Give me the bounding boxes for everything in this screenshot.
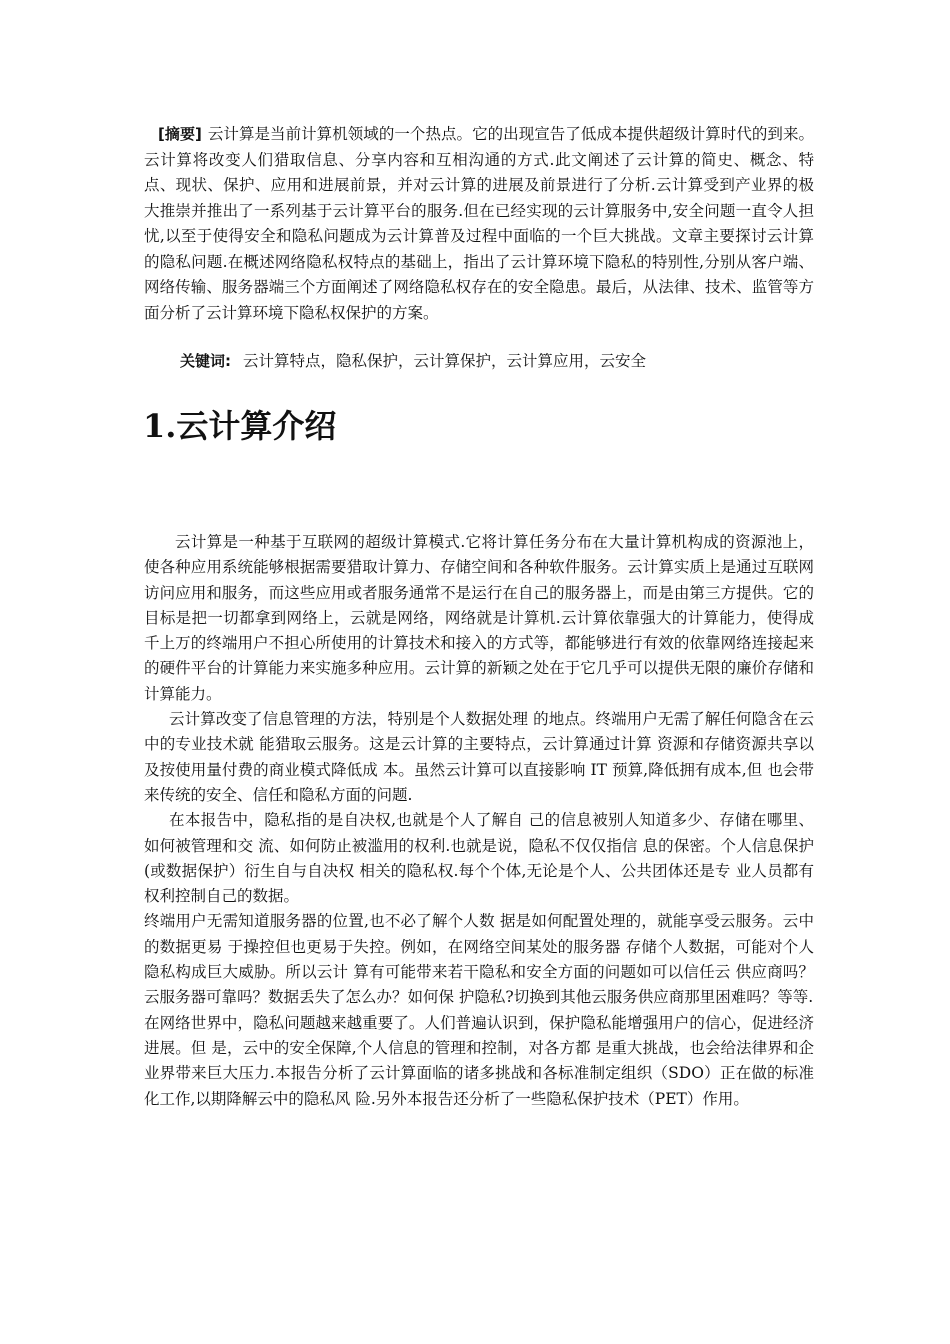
keywords-text: 云计算特点，隐私保护，云计算保护，云计算应用，云安全: [243, 352, 647, 370]
abstract-text: 云计算是当前计算机领域的一个热点。它的出现宣告了低成本提供超级计算时代的到来。云计算将改变人们猎取信息、分享内容和互相沟通的方式.此文阐述了云计算的简史、概念、特点、现状、保护、应用和进展前景，并对云计算的进展及前景进行了分析.云计算受到产业界的极大推崇并推出了一系列基于云计算平台的服务.但在已经实现的云计算服务中,安全问题一直令人担忧,以至于使得安全和隐私问题成为云计算普及过程中面临的一个巨大挑战。文章主要探讨云计算的隐私问题.在概述网络隐私权特点的基础上，指出了云计算环境下隐私的特别性,分别从客户端、网络传输、服务器端三个方面阐述了网络隐私权存在的安全隐患。最后，从法律、技术、监管等方面分析了云计算环境下隐私权保护的方案。: [144, 125, 814, 322]
body-paragraph: 在网络世界中，隐私问题越来越重要了。人们普遍认识到，保护隐私能增强用户的信心，促进经济进展。但 是，云中的安全保障,个人信息的管理和控制，对各方都 是重大挑战，也会给法律界和企业界带来巨大压力.本报告分析了云计算面临的诸多挑战和各标准制定组织（SDO）正在做的标准化工作,以期降解云中的隐私风 险.另外本报告还分析了一些隐私保护技术（PET）作用。: [144, 1013, 814, 1108]
keywords-line: [180, 349, 820, 374]
section-heading: 1.云计算介绍: [143, 407, 337, 445]
body-paragraph: 云计算是一种基于互联网的超级计算模式.它将计算任务分布在大量计算机构成的资源池上，使各种应用系统能够根据需要猎取计算力、存储空间和各种软件服务。云计算实质上是通过互联网访问应用和服务，而这些应用或者服务通常不是运行在自己的服务器上，而是由第三方提供。它的目标是把一切都拿到网络上，云就是网络，网络就是计算机.云计算依靠强大的计算能力，使得成千上万的终端用户不担心所使用的计算技术和接入的方式等，都能够进行有效的依靠网络连接起来的硬件平台的计算能力来实施多种应用。云计算的新颖之处在于它几乎可以提供无限的廉价存储和计算能力。: [144, 533, 814, 703]
abstract-label: [摘要]: [158, 125, 202, 143]
keywords-label: 关键词:: [180, 352, 231, 370]
body-paragraph: 云计算改变了信息管理的方法，特别是个人数据处理 的地点。终端用户无需了解任何隐含在云中的专业技术就 能猎取云服务。这是云计算的主要特点，云计算通过计算 资源和存储资源共享以及按使用量付费的商业模式降低成 本。虽然云计算可以直接影响 IT 预算,降低拥有成本,但 也会带来传统的安全、信任和隐私方面的问题.: [144, 710, 814, 804]
section-body: [144, 530, 814, 1112]
abstract-paragraph: [144, 122, 814, 326]
body-paragraph: 在本报告中，隐私指的是自决权,也就是个人了解自 己的信息被别人知道多少、存储在哪里、如何被管理和交 流、如何防止被滥用的权利.也就是说，隐私不仅仅指信 息的保密。个人信息保护(或数据保护）衍生自与自决权 相关的隐私权.每个个体,无论是个人、公共团体还是专 业人员都有权利控制自己的数据。: [144, 811, 814, 906]
body-paragraph: 终端用户无需知道服务器的位置,也不必了解个人数 据是如何配置处理的，就能享受云服务。云中的数据更易 于操控但也更易于失控。例如，在网络空间某处的服务器 存储个人数据，可能对个人隐私构成巨大威胁。所以云计 算有可能带来若干隐私和安全方面的问题如可以信任云 供应商吗？云服务器可靠吗？数据丢失了怎么办？如何保 护隐私?切换到其他云服务供应商那里困难吗？等等.: [144, 912, 814, 1007]
